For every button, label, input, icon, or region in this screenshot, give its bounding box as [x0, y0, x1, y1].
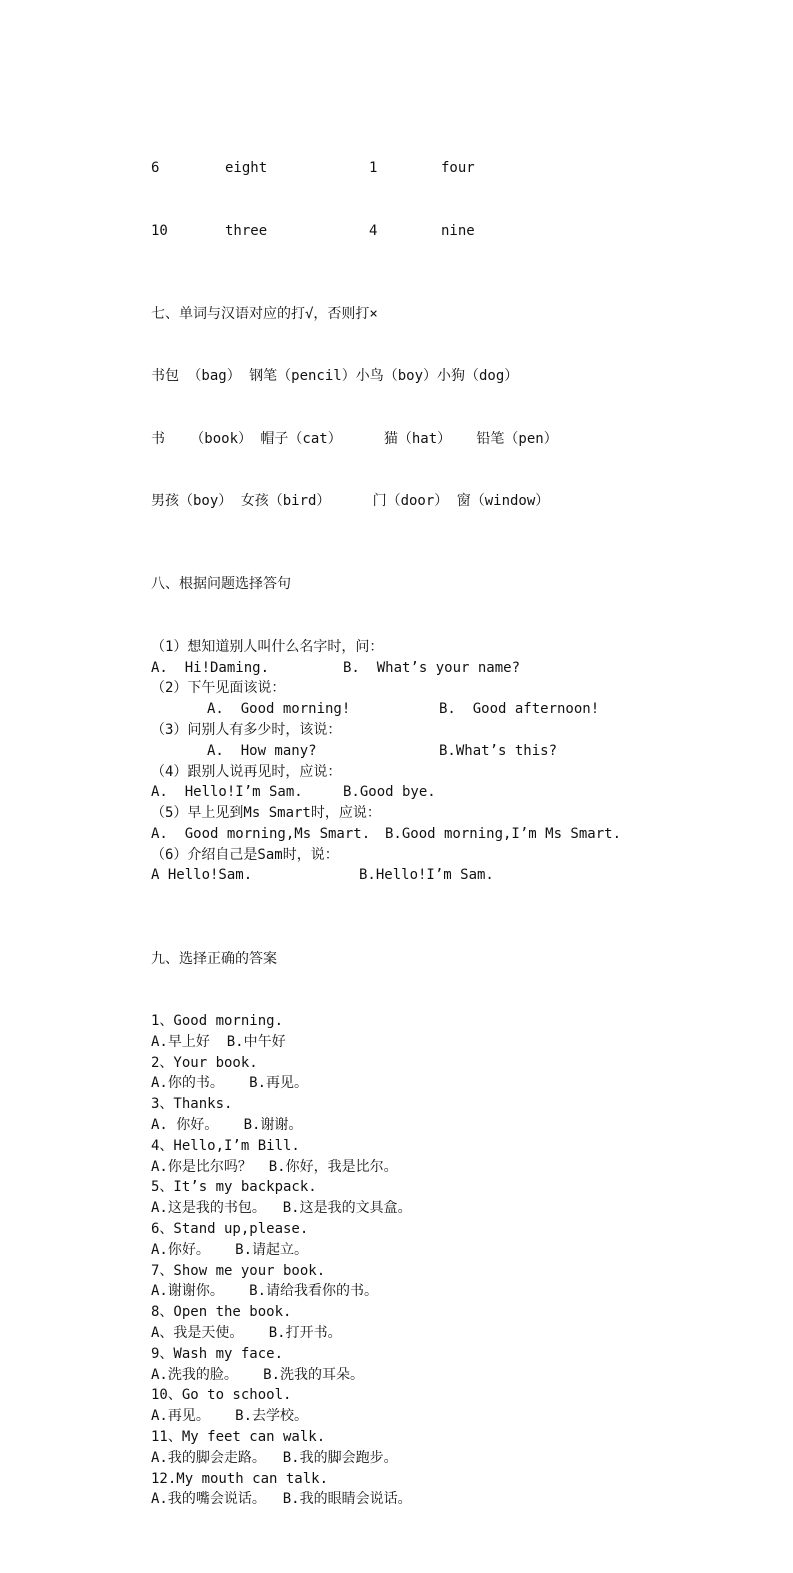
section-7-heading: 七、单词与汉语对应的打√，否则打×	[151, 305, 378, 322]
question-line: （1）想知道别人叫什么名字时，问：	[151, 638, 384, 655]
answer-line: A. 你好。 B.谢谢。	[151, 1117, 303, 1134]
option-a: A. How many?	[207, 742, 317, 759]
answer-options-line	[151, 824, 751, 845]
answer-line: A.洗我的脸。 B.洗我的耳朵。	[151, 1366, 365, 1383]
section-8-heading: 八、根据问题选择答句	[151, 576, 291, 593]
question-line: （2）下午见面该说：	[151, 680, 286, 697]
question-line: 7、Show me your book.	[151, 1262, 326, 1279]
answer-line: A.你的书。 B.再见。	[151, 1075, 309, 1092]
cell: 1	[369, 160, 378, 177]
option-b: B. Good afternoon!	[439, 701, 600, 718]
number-row	[151, 158, 751, 179]
number-row	[151, 221, 751, 242]
cell: 6	[151, 160, 160, 177]
question-line: 1、Good morning.	[151, 1013, 284, 1030]
option-b: B.Hello!I’m Sam.	[359, 867, 494, 884]
answer-options-line	[151, 699, 751, 720]
answer-line: A.这是我的书包。 B.这是我的文具盒。	[151, 1200, 412, 1217]
answer-line: A.早上好 B.中午好	[151, 1033, 286, 1050]
question-line: 9、Wash my face.	[151, 1345, 284, 1362]
cell: 10	[151, 222, 168, 239]
answer-line: A.我的嘴会说话。 B.我的眼睛会说话。	[151, 1491, 412, 1508]
option-b: B.What’s this?	[439, 742, 558, 759]
section-7-row: 书包 （bag） 钢笔（pencil）小鸟（boy）小狗（dog）	[151, 368, 519, 385]
section-8-items	[151, 637, 751, 887]
section-7-row: 书 （book） 帽子（cat） 猫（hat） 铅笔（pen）	[151, 430, 558, 447]
answer-options-line	[151, 782, 751, 803]
question-line: （5）早上见到Ms Smart时，应说：	[151, 805, 381, 822]
answer-line: A、我是天使。 B.打开书。	[151, 1325, 342, 1342]
question-line: 2、Your book.	[151, 1054, 258, 1071]
answer-line: A.我的脚会走路。 B.我的脚会跑步。	[151, 1449, 398, 1466]
cell: three	[225, 222, 268, 239]
question-line: 4、Hello,I’m Bill.	[151, 1137, 300, 1154]
question-line: 5、It’s my backpack.	[151, 1179, 317, 1196]
cell: four	[441, 160, 475, 177]
section-7-row: 男孩（boy） 女孩（bird） 门（door） 窗（window）	[151, 493, 550, 510]
answer-options-line	[151, 658, 751, 679]
option-a: A Hello!Sam.	[151, 867, 253, 884]
answer-line: A.谢谢你。 B.请给我看你的书。	[151, 1283, 379, 1300]
document-body	[151, 96, 751, 1573]
question-line: 11、My feet can walk.	[151, 1429, 326, 1445]
cell: eight	[225, 160, 268, 177]
answer-line: A.你好。 B.请起立。	[151, 1241, 309, 1258]
answer-line: A.你是比尔吗？ B.你好，我是比尔。	[151, 1158, 398, 1175]
section-9-heading: 九、选择正确的答案	[151, 950, 277, 967]
section-9-items	[151, 1011, 751, 1510]
option-a: A. Good morning,Ms Smart.	[151, 825, 371, 842]
answer-options-line	[151, 865, 751, 886]
question-line: 8、Open the book.	[151, 1304, 292, 1321]
option-a: A. Hello!I’m Sam.	[151, 784, 303, 801]
option-b: B.Good bye.	[343, 784, 436, 801]
question-line: （3）问别人有多少时，该说：	[151, 721, 342, 738]
question-line: 6、Stand up,please.	[151, 1221, 309, 1238]
question-line: 3、Thanks.	[151, 1096, 233, 1113]
cell: 4	[369, 222, 378, 239]
question-line: （6）介绍自己是Sam时，说：	[151, 846, 339, 863]
question-line: （4）跟别人说再见时，应说：	[151, 763, 342, 780]
answer-options-line	[151, 741, 751, 762]
option-b: B. What’s your name?	[343, 659, 521, 676]
cell: nine	[441, 222, 475, 239]
option-a: A. Good morning!	[207, 701, 351, 718]
option-b: B.Good morning,I’m Ms Smart.	[385, 825, 622, 842]
question-line: 12.My mouth can talk.	[151, 1470, 329, 1487]
answer-line: A.再见。 B.去学校。	[151, 1408, 309, 1425]
option-a: A. Hi!Daming.	[151, 659, 270, 676]
question-line: 10、Go to school.	[151, 1387, 292, 1404]
